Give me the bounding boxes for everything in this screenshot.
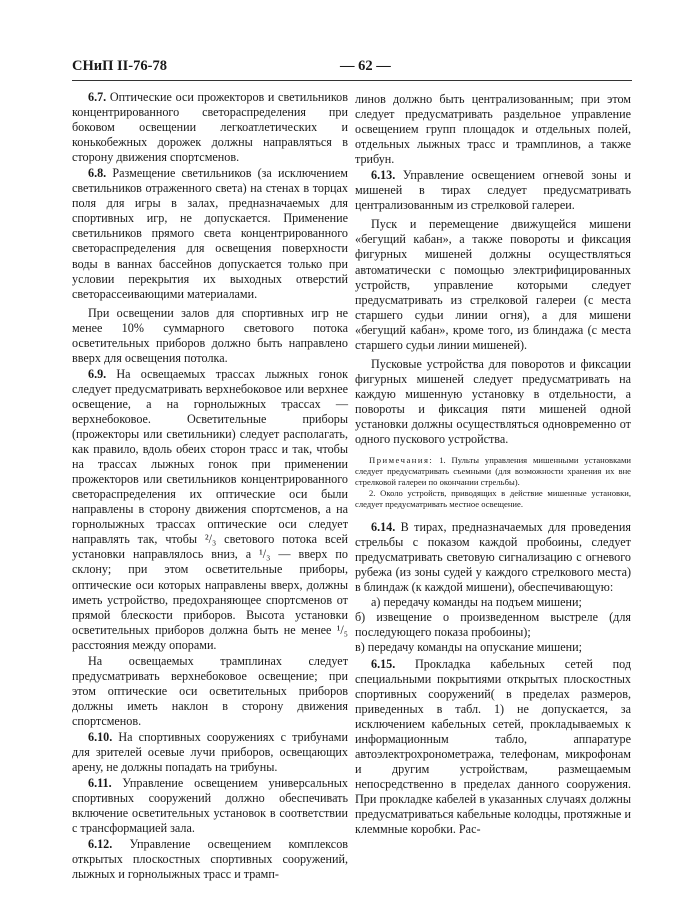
paragraph-6-15: 6.15. Прокладка кабельных сетей под специальными покрытиями открытых плоскостных спортивных сооружений( в пределах размеров, приведенных в табл. 1) не допускается, за исключением кабельных сетей, прокладываемых к информационным табло, аппаратуре автоэлектрохронометража, телефонам, микрофонам и другим устройствам, размещаемым непосредственно в пределах данного сооружения. При прокладке кабелей в указанных случаях должны предусматриваться кабельные колодцы, протяжные и клеммные коробки. Рас- (355, 656, 631, 837)
page-number: — 62 — (340, 58, 391, 74)
paragraph-ski-jumps: На освещаемых трамплинах следует предусматривать верхнебоковое освещение; при этом оптические оси осветительных приборов должны иметь наклон в сторону движения спортсменов. (72, 653, 348, 728)
paragraph-launch-devices: Пусковые устройства для поворотов и фиксации фигурных мишеней следует предусматривать на каждую мишенную установку в отдельности, а повороты и фиксация пяти мишеней одной установки должны осуществляться одновременно от одного пускового устройства. (355, 356, 631, 447)
paragraph-6-13: 6.13. Управление освещением огневой зоны и мишеней в тирах следует предусматривать централизованным из стрелковой галереи. (355, 168, 631, 213)
paragraph-halls-ceiling: При освещении залов для спортивных игр не менее 10% суммарного светового потока осветительных приборов должно быть направлено вверх для освещения потолка. (72, 305, 348, 365)
paragraph-6-8: 6.8. Размещение светильников (за исключением светильников отраженного света) на стенах в торцах поля для игры в залах, предназначаемых для спортивных игр, не допускается. Применение светильников прямого света концентрированного светораспределения для освещения поверхности воды в ваннах бассейнов допускается только при условии перекрытия их выходных отверстий светорассеивающими материалами. (72, 166, 348, 301)
note-1: Примечания: 1. Пульты управления мишенными установками следует предусматривать съемными (для возможности хранения их вне стрелковой галереи по окончании стрельбы). (355, 455, 631, 488)
paragraph-moving-target: Пуск и перемещение движущейся мишени «бегущий кабан», а также повороты и фиксация фигурных мишеней должны осуществляться автоматически с помощью электрифицированных устройств, управление которыми следует предусматривать из стрелковой галереи (с места старшего судьи линии огня), а для мишени «бегущий кабан», кроме того, из блиндажа (с места старшего судьи линии мишеней). (355, 217, 631, 352)
paragraph-6-9: 6.9. На освещаемых трассах лыжных гонок следует предусматривать верхнебоковое или верхнее освещение, а на горнолыжных трассах — верхнебоковое. Осветительные приборы (прожекторы или светильники) следует располагать, как правило, вдоль обеих сторон трасс и так, чтобы на трассах лыжных гонок при применении прожекторов или светильников концентрированного светораспределения их оптические оси были направлены в сторону движения спортсменов, а на горнолыжных трассах оптические оси следует направлять так, чтобы ²/₃ светового потока всей установки направлялось вниз, а ¹/₃ — вверх по склону; при этом осветительные приборы, оптические оси которых направлены вверх, должны иметь устройство, предохраняющее спортсменов от прямой блескости приборов. Высота установки осветительных приборов должна быть не менее ¹/₅ расстояния между опорами. (72, 366, 348, 652)
document-code: СНиП II-76-78 (72, 58, 167, 74)
paragraph-6-14: 6.14. В тирах, предназначаемых для проведения стрельбы с показом каждой пробоины, следует предусматривать световую сигнализацию с огневого рубежа (из зоны судей у каждого стрелкового места) в блиндаж (к каждой мишени), обеспечивающую: (355, 520, 631, 595)
page-header (72, 58, 632, 80)
list-item-b: б) извещение о произведенном выстреле (для последующего показа пробоины); (355, 610, 631, 640)
note-2: 2. Около устройств, приводящих в действие мишенные установки, следует предусматривать местное освещение. (355, 488, 631, 510)
left-column (72, 90, 348, 882)
list-item-a: а) передачу команды на подъем мишени; (371, 595, 582, 610)
header-rule (72, 80, 632, 81)
paragraph-6-11: 6.11. Управление освещением универсальных спортивных сооружений должно обеспечивать включение осветительных установок в соответствии с трансформацией зала. (72, 776, 348, 836)
right-column (355, 92, 631, 837)
paragraph-6-12: 6.12. Управление освещением комплексов открытых плоскостных спортивных сооружений, лыжных и горнолыжных трасс и трамп- (72, 837, 348, 882)
paragraph-6-7: 6.7. Оптические оси прожекторов и светильников концентрированного светораспределения при боковом освещении легкоатлетических и конькобежных дорожек должны направляться в сторону движения спортсменов. (72, 90, 348, 165)
list-item-c: в) передачу команды на опускание мишени; (355, 640, 583, 655)
paragraph-6-10: 6.10. На спортивных сооружениях с трибунами для зрителей осевые лучи приборов, освещающих арену, не должны попадать на трибуны. (72, 729, 348, 775)
paragraph-6-12-continued: линов должно быть централизованным; при этом следует предусматривать раздельное управление освещением групп площадок и отдельных полей, отдельных лыжных трасс и трамплинов, а также трибун. (355, 92, 631, 167)
